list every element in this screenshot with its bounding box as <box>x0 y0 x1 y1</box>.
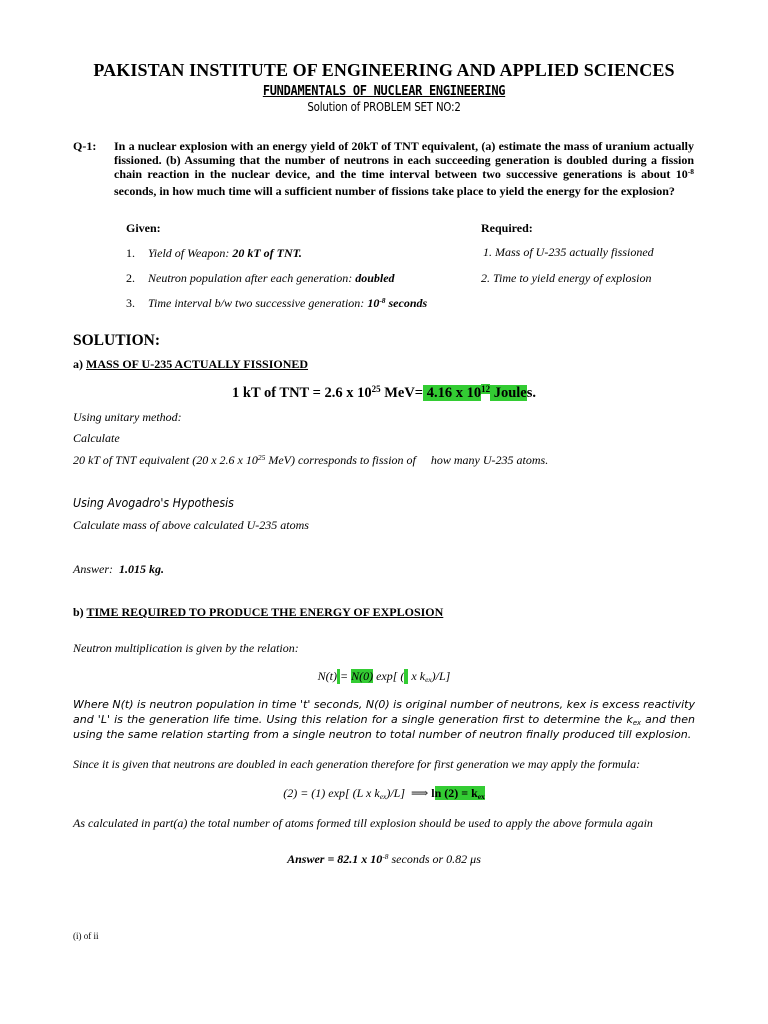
calculate-line: Calculate <box>73 431 120 445</box>
question-label: Q-1: <box>73 139 97 153</box>
unitary-method-line: Using unitary method: <box>73 410 182 424</box>
multiplication-intro: Neutron multiplication is given by the relation: <box>73 641 299 655</box>
avogadro-line: Using Avogadro's Hypothesis <box>73 496 234 510</box>
part-b-heading: b) TIME REQUIRED TO PRODUCE THE ENERGY OF EXPLOSION <box>73 605 444 619</box>
doubling-equation: (2) = (1) exp[ (L x $k_{ex})/L$] ⟹ $\ln (2) = k_{ex}$ <box>283 786 485 802</box>
institute-title: PAKISTAN INSTITUTE OF ENGINEERING AND APPLIED SCIENCES <box>93 60 675 80</box>
variables-paragraph: Where N(t) is neutron population in time 't' seconds, N(0) is original number of neutrons, kex is excess reactivity and 'L' is the generation life time. Using this relation for a single generation first to determine the $k_{ex}$ and then using the same relation starting from a single neutron to total number of neutron finally produced till explosion. <box>73 698 695 741</box>
required-heading: Required: <box>481 221 533 235</box>
course-title: FUNDAMENTALS OF NUCLEAR ENGINEERING <box>262 84 506 99</box>
required-item-1: 1. Mass of U-235 actually fissioned <box>483 245 654 259</box>
doubling-paragraph: Since it is given that neutrons are doubled in each generation therefore for first generation we may apply the formula: <box>73 757 641 771</box>
given-item-3: 3. Time interval b/w two successive generation: $10^{-8}$ seconds <box>126 295 428 310</box>
question-text: In a nuclear explosion with an energy yield of 20kT of TNT equivalent, (a) estimate the mass of uranium actually fissioned. (b) Assuming that the number of neutrons in each succeeding generation is doubled during a fission chain reaction in the nuclear device, and the time interval between two successive generations is about $10^{-8}$ seconds, in how much time will a sufficient number of fissions take place to yield the energy for the explosion? <box>114 139 694 198</box>
page-number: (i) of ii <box>73 931 99 941</box>
mass-calc-line: Calculate mass of above calculated U-235 atoms <box>73 518 309 532</box>
tnt-energy-formula: 1 kT of TNT = 2.6 x $10^{25}$ MeV= 4.16 x $10^{12}$ Joules. <box>232 384 536 401</box>
given-item-2: 2. Neutron population after each generation: doubled <box>126 271 395 285</box>
total-atoms-paragraph: As calculated in part(a) the total number of atoms formed till explosion should be used to apply the above formula again <box>73 816 653 830</box>
part-b-answer: Answer = 82.1 x $10^{-8}$ seconds or 0.82 μs <box>287 851 481 866</box>
part-a-answer: Answer: 1.015 kg. <box>73 562 164 576</box>
problem-set-subtitle: Solution of PROBLEM SET NO:2 <box>307 100 461 114</box>
given-heading: Given: <box>126 221 161 235</box>
fission-count-line: 20 kT of TNT equivalent (20 x 2.6 x $10^{25}$ MeV) corresponds to fission of how many U-235 atoms. <box>73 452 549 467</box>
given-item-1: 1. Yield of Weapon: 20 kT of TNT. <box>126 246 302 260</box>
part-a-heading: a) MASS OF U-235 ACTUALLY FISSIONED <box>73 357 309 371</box>
required-item-2: 2. Time to yield energy of explosion <box>481 271 652 285</box>
solution-heading: SOLUTION: <box>73 332 160 349</box>
multiplication-equation: N(t) = N(0) exp[ ( x $k_{ex})/L$] <box>317 669 451 685</box>
